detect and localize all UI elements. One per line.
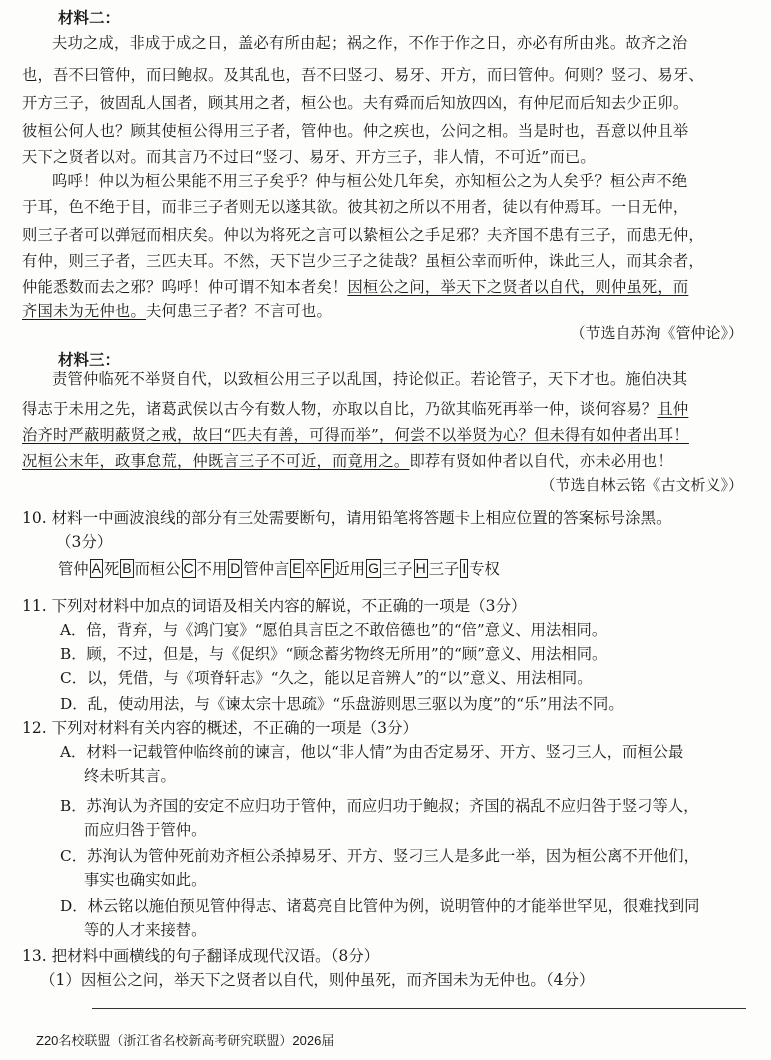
- question-11: [22, 594, 526, 616]
- material2-line-4: 彼桓公何人也？顾其使桓公得用三子者，管仲也。仲之疾也，公问之相。当是时也，吾意以仲且举: [22, 122, 689, 140]
- question-12-option-B[interactable]: B．苏洵认为齐国的安定不应归功于管仲，而应归功于鲍叔；齐国的祸乱不应归咎于竖刁等人，: [60, 797, 699, 815]
- question-11-text: 下列对材料中加点的词语及相关内容的解说，不正确的一项是（3分）: [51, 597, 527, 615]
- question-12-option-C[interactable]: C．苏洵认为管仲死前劝齐桓公杀掉易牙、开方、竖刁三人是多此一举，因为桓公离不开他们，: [60, 847, 699, 865]
- segment-text: 三子: [428, 560, 460, 578]
- sentence-break-options: [58, 557, 500, 579]
- answer-line: [92, 1008, 746, 1009]
- question-12-option-A-cont: 终未听其言。: [84, 767, 176, 785]
- question-10-number: 10.: [22, 509, 47, 527]
- question-11-option-B[interactable]: B．顾，不过，但是，与《促织》“顾念蓄劣物终无所用”的“顾”意义、用法相同。: [60, 645, 608, 663]
- question-11-number: 11.: [22, 597, 47, 615]
- material2-source: （节选自苏洵《管仲论》）: [570, 324, 743, 342]
- material3-underlined-end: 况桓公末年，政事怠荒，仲既言三子不可近，而竟用之。: [22, 452, 410, 470]
- material3-underlined-middle: 治齐时严蔽明蔽贤之戒，故曰“匹夫有善，可得而举”，何尝不以举贤为心？但未得有如仲者出耳！: [22, 426, 689, 444]
- segment-text: 管仲言: [243, 560, 290, 578]
- question-11-option-A[interactable]: A．倍，背弃，与《鸿门宴》“愿伯具言臣之不敢倍德也”的“倍”意义、用法相同。: [60, 621, 608, 639]
- material3-line-1: 责管仲临死不举贤自代，以致桓公用三子以乱国，持论似正。若论管子，天下才也。施伯决其: [52, 370, 688, 388]
- question-11-option-D[interactable]: D．乱，使动用法，与《谏太宗十思疏》“乐盘游则思三驱以为度”的“乐”用法不同。: [60, 695, 624, 713]
- break-option-E[interactable]: E: [292, 559, 302, 576]
- question-12-option-B-cont: 而应归咎于管仲。: [84, 821, 207, 839]
- question-10-score: （3分）: [56, 533, 113, 551]
- material2-line-7: 于耳，色不绝于目，而非三子者则无以遂其欲。彼其初之所以不用者，徒以有仲焉耳。一日无仲，: [22, 198, 689, 216]
- material2-line-3: 开方三子，彼固乱人国者，顾其用之者，桓公也。夫有舜而后知放四凶，有仲尼而后知去少正卯。: [22, 94, 689, 112]
- question-11-option-C[interactable]: C．以，凭借，与《项脊轩志》“久之，能以足音辨人”的“以”意义、用法相同。: [60, 669, 593, 687]
- question-13-sub-1: （1）因桓公之问，举天下之贤者以自代，则仲虽死，而齐国未为无仲也。（4分）: [40, 971, 595, 989]
- material3-heading: 材料三：: [58, 350, 121, 369]
- material3-line-2-text: 得志于未用之先，诸葛武侯以古今有数人物，亦取以自比，乃欲其临死再举一仲，谈何容易？: [22, 400, 658, 418]
- material2-underlined-sentence-end: 齐国未为无仲也。: [22, 302, 146, 320]
- break-option-C[interactable]: C: [183, 559, 194, 576]
- material3-source: （节选自林云铭《古文析义》）: [540, 476, 743, 494]
- material2-line-11-text: 夫何患三子者？不言可也。: [145, 302, 332, 320]
- material2-line-10: [22, 274, 752, 300]
- question-12-option-A[interactable]: A．材料一记载管仲临终前的谏言，他以“非人情”为由否定易牙、开方、竖刁三人，而桓公最: [60, 743, 684, 761]
- material2-line-1: 夫功之成，非成于成之日，盖必有所由起；祸之作，不作于作之日，亦必有所由兆。故齐之治: [52, 34, 688, 52]
- material3-line-3: [22, 422, 752, 448]
- question-10-text: 材料一中画波浪线的部分有三处需要断句，请用铅笔将答题卡上相应位置的答案标号涂黑。: [51, 509, 672, 527]
- material2-line-11: [22, 298, 752, 324]
- segment-text: 三子: [382, 560, 413, 578]
- segment-text: 近用: [334, 560, 366, 578]
- break-option-A[interactable]: A: [91, 559, 101, 576]
- question-13-number: 13.: [22, 947, 47, 965]
- break-option-D[interactable]: D: [230, 559, 241, 576]
- material2-line-6: 呜呼！仲以为桓公果能不用三子矣乎？仲与桓公处几年矣，亦知桓公之为人矣乎？桓公声不绝: [52, 172, 688, 190]
- question-12-text: 下列对材料有关内容的概述，不正确的一项是（3分）: [51, 719, 418, 737]
- material3-line-4-text: 即荐有贤如仲者以自代，亦未必用也！: [409, 452, 673, 470]
- question-12-number: 12.: [22, 719, 47, 737]
- material3-line-4: [22, 448, 752, 474]
- material3-line-2: [22, 396, 752, 422]
- question-13-text: 把材料中画横线的句子翻译成现代汉语。（8分）: [51, 947, 380, 965]
- material2-line-10-text: 仲能悉数而去之邪？呜呼！仲可谓不知本者矣！: [22, 278, 348, 296]
- question-10: [22, 506, 672, 528]
- segment-text: 卒: [304, 560, 320, 578]
- segment-text: 而桓公: [134, 560, 181, 578]
- material3-underlined-start: 且仲: [657, 400, 689, 418]
- footer-text: Z20名校联盟（浙江省名校新高考研究联盟）2026届: [36, 1033, 335, 1048]
- material2-underlined-sentence: 因桓公之问，举天下之贤者以自代，则仲虽死，而: [347, 278, 689, 296]
- break-option-G[interactable]: G: [368, 559, 379, 576]
- material2-line-9: 有仲，则三子者，三匹夫耳。不然，天下岂少三子之徒哉？虽桓公幸而听仲，诛此三人，而其余者，: [22, 252, 704, 270]
- material2-line-2: 也，吾不曰管仲，而曰鲍叔。及其乱也，吾不曰竖刁、易牙、开方，而曰管仲。何则？竖刁、易牙、: [22, 66, 704, 84]
- break-option-I[interactable]: I: [462, 559, 467, 576]
- question-12-option-C-cont: 事实也确实如此。: [84, 871, 207, 889]
- question-12-option-D-cont: 等的人才来接替。: [84, 921, 207, 939]
- material2-line-8: 则三子者可以弹冠而相庆矣。仲以为将死之言可以絷桓公之手足邪？夫齐国不患有三子，而患无仲，: [22, 226, 704, 244]
- question-13: [22, 944, 379, 966]
- segment-text: 管仲: [58, 560, 89, 578]
- material2-heading: 材料二：: [58, 8, 121, 27]
- segment-text: 不用: [196, 560, 228, 578]
- segment-text: 专权: [469, 560, 500, 578]
- segment-text: 死: [103, 560, 120, 578]
- question-12-option-D[interactable]: D．林云铭以施伯预见管仲得志、诸葛亮自比管仲为例，说明管仲的才能举世罕见，很难找到同: [60, 897, 700, 915]
- break-option-B[interactable]: B: [122, 559, 132, 576]
- break-option-F[interactable]: F: [322, 559, 332, 576]
- question-12: [22, 716, 418, 738]
- break-option-H[interactable]: H: [415, 559, 426, 576]
- material2-line-5: 天下之贤者以对。而其言乃不过曰“竖刁、易牙、开方三子，非人情，不可近”而已。: [22, 148, 596, 166]
